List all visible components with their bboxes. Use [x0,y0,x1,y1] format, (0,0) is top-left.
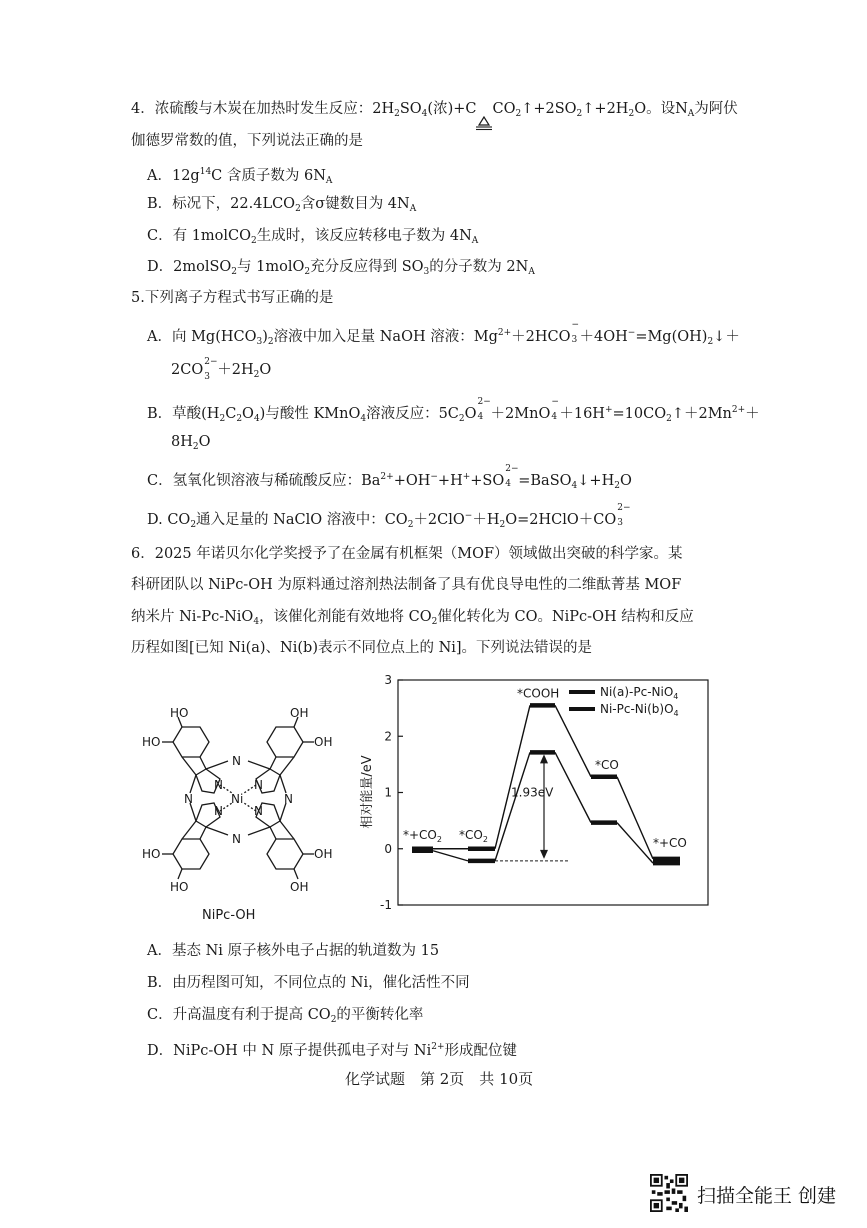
oh-label: OH [290,706,309,720]
arrow-head-down [540,850,548,859]
energy-path-line [617,823,653,864]
n-atom-label: N [284,792,293,806]
q4-option-c[interactable]: C．有 1molCO$_2$生成时，该反应转移电子数为 $4N_A$ [147,228,479,246]
q6-option-c[interactable]: C．升高温度有利于提高 $CO_2$的平衡转化率 [147,1007,424,1025]
energy-gap-label: 1.93eV [511,785,554,800]
n-atom-label: N [214,804,223,818]
q5-option-a-line1[interactable]: A．向 $Mg(HCO_3)_2$溶液中加入足量 NaOH 溶液：$Mg^{2+}+2HCO$ − 3 $+4OH^-=Mg(OH)_2↓+$ [147,320,740,347]
energy-path-line [617,777,653,859]
scanner-watermark [650,1174,855,1214]
state-label: $*+CO_2$ [403,827,442,844]
state-label: *COOH [517,686,560,701]
ni-atom-label: Ni [231,792,244,806]
q5-option-b-line2: $8H_2O$ [171,434,211,452]
q5-option-c[interactable]: C．氢氧化钡溶液与稀硫酸反应：$Ba^{2+}+OH^-+H^++SO$ 2− 4 $=BaSO_4↓+H_2O$ [147,464,632,491]
q5-option-b-line1[interactable]: B．草酸$(H_2C_2O_4)$与酸性 KMnO$_4$溶液反应：$5C_2O$ 2− 4 ＋2MnO − 4 $+16H^+=10CO_2↑+2Mn^{2+}+$ [147,397,760,424]
q6-option-b[interactable]: B．由历程图可知，不同位点的 Ni，催化活性不同 [147,975,470,991]
q4-stem-line2: 伽德罗常数的值，下列说法正确的是 [131,133,363,149]
oh-label: HO [142,735,161,749]
q6-option-d[interactable]: D．NiPc-OH 中 N 原子提供孤电子对与 $Ni^{2+}$形成配位键 [147,1042,517,1059]
oh-label: HO [170,706,189,720]
oh-label: HO [142,847,161,861]
y-tick-label: 0 [384,841,392,856]
energy-path-line [495,705,530,848]
qr-code-icon [650,1174,688,1212]
molecule-caption: NiPc-OH [202,908,256,923]
q6-stem-line2: 科研团队以 NiPc-OH 为原料通过溶剂热法制备了具有优良导电性的二维酞菁基 MOF [131,577,682,593]
energy-path-line [495,752,530,861]
y-tick-label: 3 [384,673,392,687]
energy-path-line [555,752,591,822]
legend-label: $Ni-Pc-Ni(b)O_4$ [600,702,679,718]
energy-path-line [555,705,591,776]
y-tick-label: 1 [384,785,392,800]
energy-path-line [433,851,468,861]
y-tick-label: -1 [380,898,392,912]
y-tick-label: 2 [384,729,392,744]
q6-stem-line4: 历程如图[已知 Ni(a)、Ni(b)表示不同位点上的 Ni]。下列说法错误的是 [131,640,593,656]
n-atom-label: N [184,792,193,806]
oh-label: OH [290,880,309,894]
q4-option-a[interactable]: A．$12g^{14}C$ 含质子数为 $6N_A$ [147,167,333,186]
q5-stem: 5.下列离子方程式书写正确的是 [131,290,334,306]
legend-label: Ni(a)-Pc-NiO$_4$ [600,685,679,701]
state-label: *CO [595,757,619,772]
q4-option-d[interactable]: D．2molSO$_2$与 1molO$_2$充分反应得到 $SO_3$的分子数为 $2N_A$ [147,259,535,277]
q6-stem-line3: 纳米片 Ni-Pc-NiO$_4$，该催化剂能有效地将 $CO_2$催化转化为 CO。NiPc-OH 结构和反应 [131,609,694,627]
q4-stem-line1: 4．浓硫酸与木炭在加热时发生反应：$2H_2SO_4$(浓)+C $CO_2↑+2SO_2↑+2H_2O$。设$N_A$为阿伏 [131,99,738,124]
n-atom-label: N [232,832,241,846]
page-footer: 化学试题 第 2页 共 10页 [345,1070,534,1088]
n-atom-label: N [254,778,263,792]
scanner-text: 扫描全能王 创建 [697,1185,837,1207]
oh-label: HO [170,880,189,894]
n-atom-label: N [214,778,223,792]
q5-option-d[interactable]: D. $CO_2$通入足量的 NaClO 溶液中：$CO_2+2ClO^-+H_2O=2HClO+CO$ 2− 3 [147,503,631,530]
q5-option-a-line2: 2CO 2− 3 $+2H_2O$ [171,357,272,382]
y-axis-label: 相对能量/eV [360,755,375,829]
state-label: *+CO [653,835,687,850]
q6-stem-line1: 6．2025 年诺贝尔化学奖授予了在金属有机框架（MOF）领域做出突破的科学家。某 [131,546,683,562]
q6-option-a[interactable]: A．基态 Ni 原子核外电子占据的轨道数为 15 [147,943,440,959]
q4-option-b[interactable]: B．标况下，$22.4LCO_2$含σ键数目为 $4N_A$ [147,196,417,214]
oh-label: OH [314,735,333,749]
n-atom-label: N [232,754,241,768]
nipc-oh-structure [140,705,340,905]
state-label: $*CO_2$ [459,827,488,844]
oh-label: OH [314,847,333,861]
arrow-head-up [540,754,548,763]
n-atom-label: N [254,804,263,818]
energy-profile-chart [355,670,715,915]
